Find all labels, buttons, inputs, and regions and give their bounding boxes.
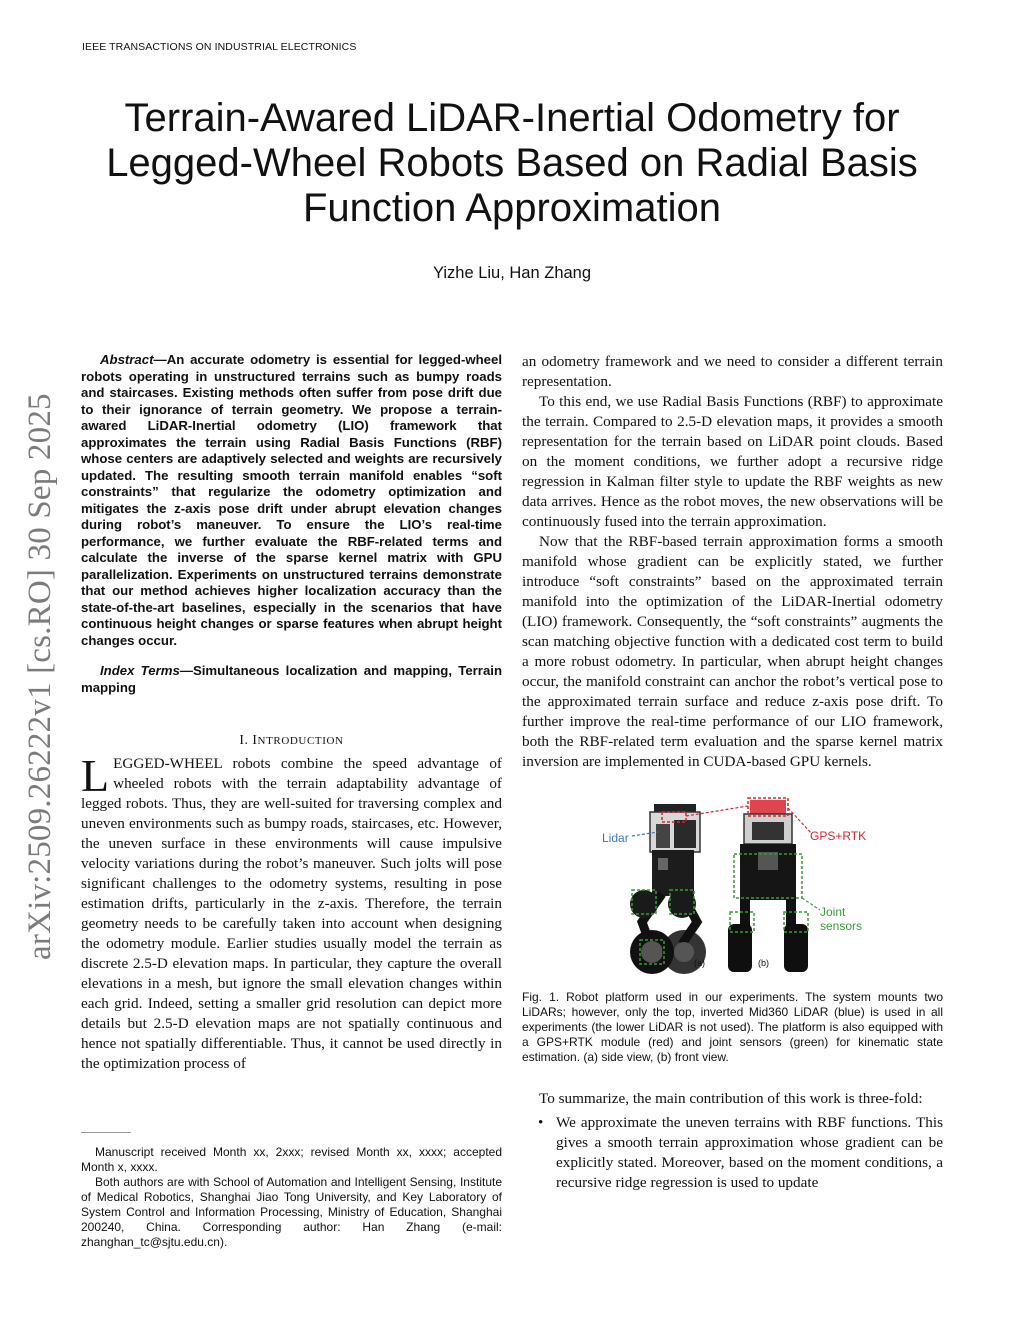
footnote-manuscript: Manuscript received Month xx, 2xxx; revised Month xx, xxxx; accepted Month x, xxxx. [81,1145,502,1174]
index-terms-label: Index Terms [100,663,180,678]
intro-paragraph-3: Now that the RBF-based terrain approximation forms a smooth manifold whose gradient can be explicitly stated, we further introduce “soft constraints” based on the approximated terrain manifold into the optimization of the LiDAR-Inertial odometry (LIO) framework. Consequently, the “soft constraints” augments the scan matching objective function with a dedicated cost term to build a more robust odometry. In particular, when abrupt height changes occur, the manifold constraint can anchor the robot’s vertical pose to the approximated terrain surface and reduce z-axis pose drift. To further improve the real-time performance of our LIO framework, both the RBF-related term evaluation and the sparse kernel matrix inversion are implemented in CUDA-based GPU kernels. [522,533,943,770]
footnote-rule [81,1132,131,1133]
figure-robot-platform [522,794,943,974]
journal-header: IEEE TRANSACTIONS ON INDUSTRIAL ELECTRONICS [82,41,357,53]
intro-paragraph-2: To this end, we use Radial Basis Functions (RBF) to approximate the terrain. Compared to 2.5-D elevation maps, it provides a smooth representation for the terrain based on LiDAR point clouds. Based on the moment conditions, we further adopt a recursive ridge regression in Kalman filter style to update the RBF weights as new data arrives. Hence as the robot moves, the new observations will be continuously fused into the terrain approximation. [522,393,943,530]
list-item: • We approximate the uneven terrains with RBF functions. This gives a smooth terrain approximation whose gradient can be explicitly stated. Moreover, based on the moment conditions, a recursive ridge regression is used to update [538,1114,943,1191]
robot-side-view [630,804,706,974]
robot-front-view [728,798,808,972]
label-gps-rtk: GPS+RTK [810,829,867,843]
contribution-list [522,1113,943,1193]
section-heading-introduction: I. INTRODUCTION [239,732,344,747]
abstract-label: Abstract [100,352,154,367]
right-column [522,352,943,1193]
footnote [81,1145,502,1250]
left-column [81,352,502,1074]
index-terms-text: —Simultaneous localization and mapping, Terrain mapping [81,663,502,695]
paper-authors: Yizhe Liu, Han Zhang [432,264,592,282]
abstract [81,352,502,649]
index-terms [81,663,502,696]
label-lidar: Lidar [602,831,629,845]
robot-photo [522,794,943,974]
drop-cap: L [81,750,110,801]
figure-caption: Fig. 1. Robot platform used in our experiments. The system mounts two LiDARs; however, only the top, inverted Mid360 LiDAR (blue) is used in all experiments (the lower LiDAR is not used). The platform is also equipped with a GPS+RTK module (red) and joint sensors (green) for kinematic state estimation. (a) side view, (b) front view. [522,990,943,1064]
label-a: (a) [694,958,705,968]
arxiv-identifier: arXiv:2509.26222v1 [cs.RO] 30 Sep 2025 [22,393,58,960]
footnote-affiliation: Both authors are with School of Automation and Intelligent Sensing, Institute of Medical Robotics, Shanghai Jiao Tong University, and Key Laboratory of System Control and Information Processing, Ministry of Education, Shanghai 200240, China. Corresponding author: Han Zhang (e-mail: zhanghan_tc@sjtu.edu.cn). [81,1175,502,1249]
abstract-text: —An accurate odometry is essential for legged-wheel robots operating in unstructured terrains such as bumpy roads and staircases. Existing methods often suffer from pose drift due to their ignorance of terrain geometry. We propose a terrain-awared LiDAR-Inertial odometry (LIO) framework that approximates the terrain using Radial Basis Functions (RBF) whose centers are adaptively selected and weights are recursively updated. The resulting smooth terrain manifold enables “soft constraints” that regularize the odometry optimization and mitigates the z-axis pose drift under abrupt elevation changes during robot’s maneuver. To ensure the LIO’s real-time performance, we further evaluate the RBF-related terms and calculate the inverse of the sparse kernel matrix with GPU parallelization. Experiments on unstructured terrains demonstrate that our method achieves higher localization accuracy than the state-of-the-art baselines, especially in the scenarios that have continuous height changes or sparse features when abrupt height changes occur. [81,352,502,648]
label-joint: Joint [820,905,846,919]
bullet-icon: • [538,1114,544,1131]
intro-paragraph-1: LEGGED-WHEEL robots combine the speed advantage of wheeled robots with the terrain adaptability advantage of legged robots. Thus, they are well-suited for traversing complex and uneven environments such as bumpy roads, staircases, etc. However, the uneven surface in these environments will cause impulsive velocity variations during the robot’s maneuver. Such jolts will pose significant challenges to the odometry systems, resulting in pose estimation drifts, particularly in the z-axis. Therefore, the terrain geometry needs to be carefully taken into account when designing the odometry module. Earlier studies usually model the terrain as discrete 2.5-D elevation maps. In particular, they capture the overall elevations in a mesh, but ignore the small elevation changes within each grid. Indeed, setting a smaller grid resolution can depict more details but 2.5-D elevation maps are not spatially continuous and hence not spatially differentiable. Thus, it cannot be used directly in the optimization process of [81,750,502,1072]
intro-paragraph-4: To summarize, the main contribution of this work is three-fold: [539,1090,923,1107]
paper-title: Terrain-Awared LiDAR-Inertial Odometry for Legged-Wheel Robots Based on Radial Basis Function Approximation [106,96,918,230]
label-sensors: sensors [820,919,863,933]
label-b: (b) [758,958,769,968]
intro-paragraph-1-continued: an odometry framework and we need to consider a different terrain representation. [522,353,943,390]
